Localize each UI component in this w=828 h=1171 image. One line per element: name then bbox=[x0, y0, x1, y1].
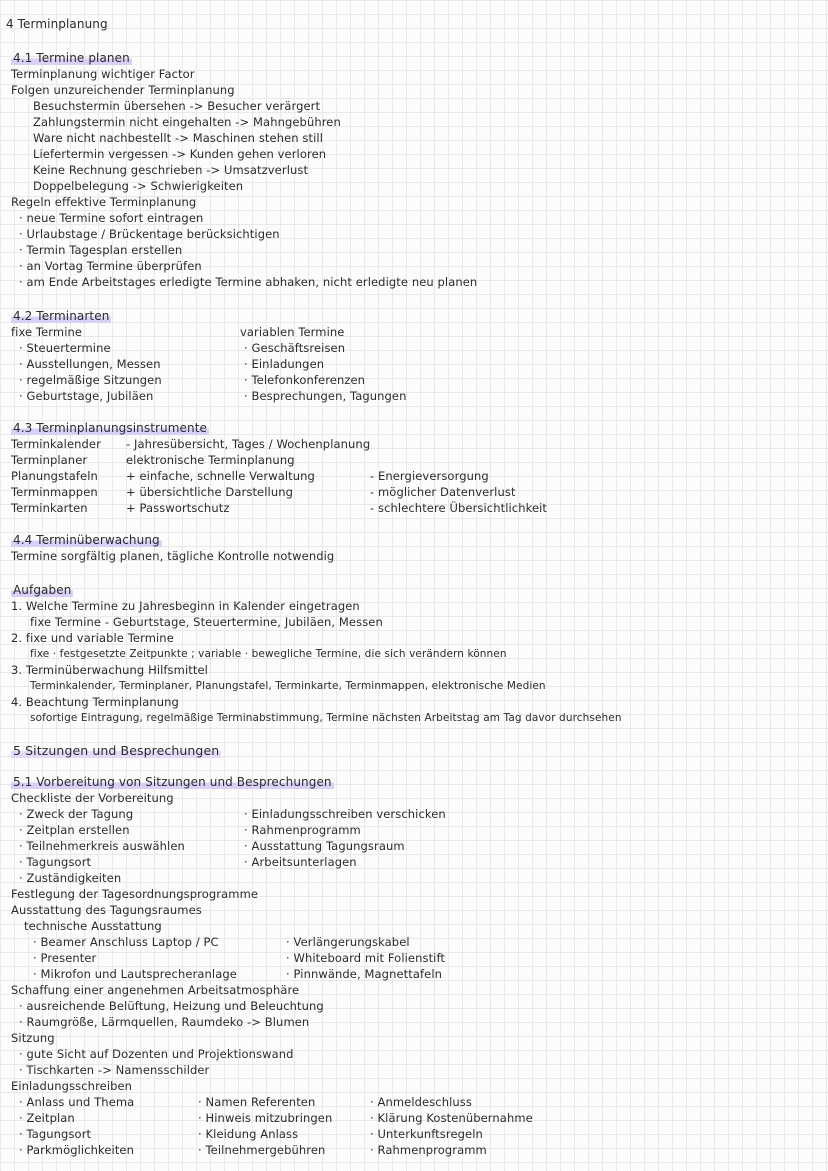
fixe-item: · Geburtstage, Jubiläen bbox=[19, 389, 153, 404]
einladung-item: · Anlass und Thema bbox=[19, 1095, 134, 1110]
tool-con: - schlechtere Übersichtlichkeit bbox=[370, 501, 548, 515]
section-4-2-title: 4.2 Terminarten bbox=[13, 309, 110, 323]
task-line: 2. fixe und variable Termine bbox=[11, 631, 174, 645]
checklist-item: · Einladungsschreiben verschicken bbox=[244, 807, 446, 822]
einladung-item: · Parkmöglichkeiten bbox=[19, 1143, 134, 1158]
checklist-item: · Zuständigkeiten bbox=[19, 871, 121, 886]
note-line: Zahlungstermin nicht eingehalten -> Mahngebühren bbox=[33, 115, 341, 129]
task-line: 3. Terminüberwachung Hilfsmittel bbox=[11, 663, 208, 677]
note-line: Regeln effektive Terminplanung bbox=[11, 195, 197, 209]
sitzung-title: Sitzung bbox=[11, 1031, 55, 1045]
fixe-item: · regelmäßige Sitzungen bbox=[19, 373, 162, 388]
tool-desc: elektronische Terminplanung bbox=[126, 453, 295, 467]
note-line: Termine sorgfältig planen, tägliche Kontrolle notwendig bbox=[11, 549, 335, 563]
note-line: Keine Rechnung geschrieben -> Umsatzverlust bbox=[33, 163, 309, 177]
bullet-item: · am Ende Arbeitstages erledigte Termine abhaken, nicht erledigte neu planen bbox=[19, 275, 477, 290]
aufgaben-title: Aufgaben bbox=[13, 583, 72, 597]
atmosphaere-item: · Raumgröße, Lärmquellen, Raumdeko -> Blumen bbox=[19, 1015, 309, 1030]
section-4-1-title: 4.1 Termine planen bbox=[13, 51, 130, 65]
tool-con: - Energieversorgung bbox=[370, 469, 489, 483]
sitzung-item: · Tischkarten -> Namensschilder bbox=[19, 1063, 209, 1078]
fixe-termine-title: fixe Termine bbox=[11, 325, 83, 339]
einladung-item: · Teilnehmergebühren bbox=[198, 1143, 325, 1158]
tool-desc: - Jahresübersicht, Tages / Wochenplanung bbox=[126, 437, 371, 451]
note-line: Besuchstermin übersehen -> Besucher verärgert bbox=[33, 99, 321, 113]
technik-item: · Pinnwände, Magnettafeln bbox=[286, 967, 442, 982]
bullet-item: · an Vortag Termine überprüfen bbox=[19, 259, 202, 274]
section-4-4-title: 4.4 Terminüberwachung bbox=[13, 533, 160, 547]
section-4-3-title: 4.3 Terminplanungsinstrumente bbox=[13, 421, 208, 435]
einladung-item: · Kleidung Anlass bbox=[198, 1127, 298, 1142]
tool-name: Terminplaner bbox=[11, 453, 88, 467]
variable-item: · Einladungen bbox=[244, 357, 324, 372]
note-line: Ware nicht nachbestellt -> Maschinen stehen still bbox=[33, 131, 323, 145]
festlegung-line: Festlegung der Tagesordnungsprogramme bbox=[11, 887, 259, 901]
task-line: 1. Welche Termine zu Jahresbeginn in Kalender eingetragen bbox=[11, 599, 360, 613]
technik-item: · Mikrofon und Lautsprecheranlage bbox=[33, 967, 237, 982]
sitzung-item: · gute Sicht auf Dozenten und Projektionswand bbox=[19, 1047, 294, 1062]
variable-item: · Besprechungen, Tagungen bbox=[244, 389, 407, 404]
tool-desc: + einfache, schnelle Verwaltung bbox=[126, 469, 315, 483]
tool-desc: + übersichtliche Darstellung bbox=[126, 485, 293, 499]
task-line: Terminkalender, Terminplaner, Planungstafel, Terminkarte, Terminmappen, elektronische Medien bbox=[30, 680, 546, 692]
einladung-item: · Anmeldeschluss bbox=[370, 1095, 472, 1110]
tool-name: Terminkarten bbox=[11, 501, 88, 515]
tool-name: Planungstafeln bbox=[11, 469, 98, 483]
variable-item: · Geschäftsreisen bbox=[244, 341, 345, 356]
technik-item: · Verlängerungskabel bbox=[286, 935, 410, 950]
note-line: Terminplanung wichtiger Factor bbox=[11, 67, 195, 81]
checklist-item: · Zeitplan erstellen bbox=[19, 823, 130, 838]
checklist-title: Checkliste der Vorbereitung bbox=[11, 791, 174, 805]
fixe-item: · Steuertermine bbox=[19, 341, 111, 356]
technik-item: · Whiteboard mit Folienstift bbox=[286, 951, 445, 966]
variable-termine-title: variablen Termine bbox=[240, 325, 345, 339]
section-4-title: 4 Terminplanung bbox=[6, 17, 108, 31]
checklist-item: · Tagungsort bbox=[19, 855, 91, 870]
checklist-item: · Rahmenprogramm bbox=[244, 823, 361, 838]
checklist-item: · Ausstattung Tagungsraum bbox=[244, 839, 405, 854]
tool-name: Terminkalender bbox=[11, 437, 101, 451]
bullet-item: · Urlaubstage / Brückentage berücksichtigen bbox=[19, 227, 280, 242]
section-5-title: 5 Sitzungen und Besprechungen bbox=[13, 743, 220, 758]
technik-item: · Presenter bbox=[33, 951, 96, 966]
checklist-item: · Zweck der Tagung bbox=[19, 807, 133, 822]
einladung-item: · Rahmenprogramm bbox=[370, 1143, 487, 1158]
technik-title: technische Ausstattung bbox=[24, 919, 162, 933]
checklist-item: · Arbeitsunterlagen bbox=[244, 855, 357, 870]
bullet-item: · Termin Tagesplan erstellen bbox=[19, 243, 182, 258]
note-line: Liefertermin vergessen -> Kunden gehen verloren bbox=[33, 147, 327, 161]
atmosphaere-item: · ausreichende Belüftung, Heizung und Beleuchtung bbox=[19, 999, 324, 1014]
technik-item: · Beamer Anschluss Laptop / PC bbox=[33, 935, 219, 950]
section-5-1-title: 5.1 Vorbereitung von Sitzungen und Besprechungen bbox=[13, 775, 332, 789]
task-line: sofortige Eintragung, regelmäßige Terminabstimmung, Termine nächsten Arbeitstag am Tag davor durchsehen bbox=[30, 712, 622, 724]
note-line: Doppelbelegung -> Schwierigkeiten bbox=[33, 179, 244, 193]
note-line: Folgen unzureichender Terminplanung bbox=[11, 83, 235, 97]
variable-item: · Telefonkonferenzen bbox=[244, 373, 365, 388]
atmosphaere-title: Schaffung einer angenehmen Arbeitsatmosphäre bbox=[11, 983, 300, 997]
einladung-title: Einladungsschreiben bbox=[11, 1079, 133, 1093]
bullet-item: · neue Termine sofort eintragen bbox=[19, 211, 203, 226]
ausstattung-title: Ausstattung des Tagungsraumes bbox=[11, 903, 202, 917]
einladung-item: · Hinweis mitzubringen bbox=[198, 1111, 332, 1126]
einladung-item: · Namen Referenten bbox=[198, 1095, 315, 1110]
tool-desc: + Passwortschutz bbox=[126, 501, 230, 515]
task-line: 4. Beachtung Terminplanung bbox=[11, 695, 179, 709]
einladung-item: · Zeitplan bbox=[19, 1111, 75, 1126]
tool-con: - möglicher Datenverlust bbox=[370, 485, 516, 499]
task-line: fixe Termine - Geburtstage, Steuertermine, Jubiläen, Messen bbox=[30, 615, 383, 629]
checklist-item: · Teilnehmerkreis auswählen bbox=[19, 839, 185, 854]
task-line: fixe · festgesetzte Zeitpunkte ; variable · bewegliche Termine, die sich verändern können bbox=[30, 648, 507, 660]
tool-name: Terminmappen bbox=[11, 485, 98, 499]
fixe-item: · Ausstellungen, Messen bbox=[19, 357, 161, 372]
einladung-item: · Klärung Kostenübernahme bbox=[370, 1111, 533, 1126]
einladung-item: · Tagungsort bbox=[19, 1127, 91, 1142]
einladung-item: · Unterkunftsregeln bbox=[370, 1127, 483, 1142]
